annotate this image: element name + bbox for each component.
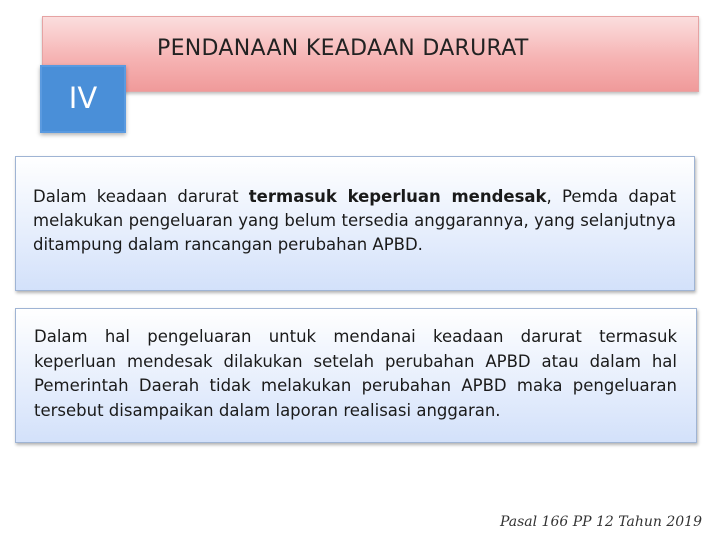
legal-citation: Pasal 166 PP 12 Tahun 2019 (499, 514, 702, 530)
paragraph-1-intro: Dalam keadaan darurat (33, 187, 249, 206)
paragraph-1-rest: , Pemda dapat melakukan pengeluaran yang belum tersedia anggarannya, yang selanjutnya ditampung dalam rancangan perubahan APBD. (33, 187, 676, 254)
section-numeral: IV (68, 81, 98, 115)
paragraph-2: Dalam hal pengeluaran untuk mendanai keadaan darurat termasuk keperluan mendesak dilakukan setelah perubahan APBD atau dalam hal Pemerintah Daerah tidak melakukan perubahan APBD maka pengeluaran tersebut disampaikan dalam laporan realisasi anggaran. (34, 327, 677, 420)
paragraph-1-emphasis: termasuk keperluan mendesak (248, 187, 547, 206)
paragraph-1 (33, 185, 676, 257)
content-panel-1 (15, 156, 695, 291)
section-number-box (40, 65, 126, 133)
page-title: PENDANAAN KEADAAN DARURAT (157, 36, 529, 61)
content-panel-2 (15, 308, 697, 443)
